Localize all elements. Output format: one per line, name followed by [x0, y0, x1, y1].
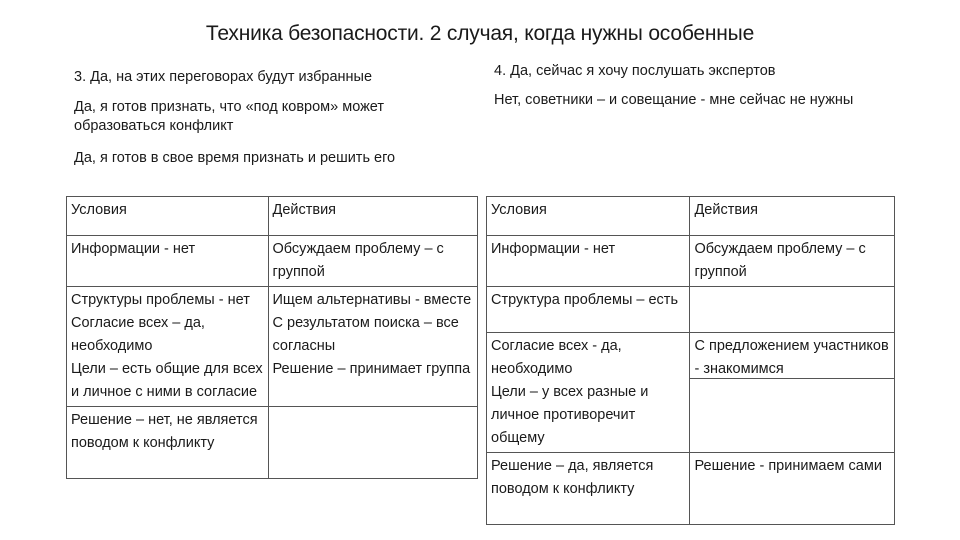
left-case-line-3: Да, я готов в свое время признать и решить его	[74, 150, 396, 166]
condition-cell: Решение – нет, не является поводом к конфликту	[67, 407, 269, 479]
table-row	[67, 407, 478, 479]
action-text: С результатом поиска – все согласны	[272, 315, 459, 354]
left-case-line-2: Да, я готов признать, что «под ковром» может образоваться конфликт	[74, 99, 385, 134]
action-cell: Обсуждаем проблему – с группой	[268, 236, 478, 287]
condition-cell: Решение – да, является поводом к конфликту	[487, 453, 690, 525]
condition-text: Цели – у всех разные и личное противоречит общему	[491, 384, 649, 446]
table-row	[67, 287, 478, 407]
condition-cell: Информации - нет	[487, 236, 690, 287]
table-row	[487, 287, 895, 333]
table-row	[487, 453, 895, 525]
right-case-heading: 4. Да, сейчас я хочу послушать экспертов	[494, 63, 776, 79]
header-actions: Действия	[690, 197, 895, 236]
condition-text: Цели – есть общие для всех и личное с ними в согласие	[71, 361, 263, 400]
header-actions: Действия	[268, 197, 478, 236]
header-conditions: Условия	[487, 197, 690, 236]
left-conditions-table	[66, 196, 478, 479]
action-text: С предложением участников - знакомимся	[690, 333, 894, 379]
action-cell	[690, 333, 895, 453]
table-header-row	[67, 197, 478, 236]
action-cell: Обсуждаем проблему – с группой	[690, 236, 895, 287]
condition-cell: Структура проблемы – есть	[487, 287, 690, 333]
action-text: Ищем альтернативы - вместе	[272, 292, 472, 308]
condition-cell	[67, 287, 269, 407]
action-cell	[268, 287, 478, 407]
table-row	[487, 236, 895, 287]
right-case-line-2: Нет, советники – и совещание - мне сейчас не нужны	[494, 92, 854, 108]
action-cell	[690, 287, 895, 333]
condition-cell: Информации - нет	[67, 236, 269, 287]
left-case-heading: 3. Да, на этих переговорах будут избранные	[74, 69, 373, 85]
header-conditions: Условия	[67, 197, 269, 236]
action-cell: Решение - принимаем сами	[690, 453, 895, 525]
page-title: Техника безопасности. 2 случая, когда нужны особенные	[205, 22, 755, 45]
condition-cell	[487, 333, 690, 453]
condition-text: Согласие всех - да, необходимо	[491, 338, 622, 377]
table-row	[487, 333, 895, 453]
condition-text: Согласие всех – да, необходимо	[71, 315, 205, 354]
right-conditions-table	[486, 196, 895, 525]
condition-text: Структуры проблемы - нет	[71, 292, 250, 308]
table-row	[67, 236, 478, 287]
table-header-row	[487, 197, 895, 236]
action-cell	[268, 407, 478, 479]
action-text: Решение – принимает группа	[272, 361, 471, 377]
